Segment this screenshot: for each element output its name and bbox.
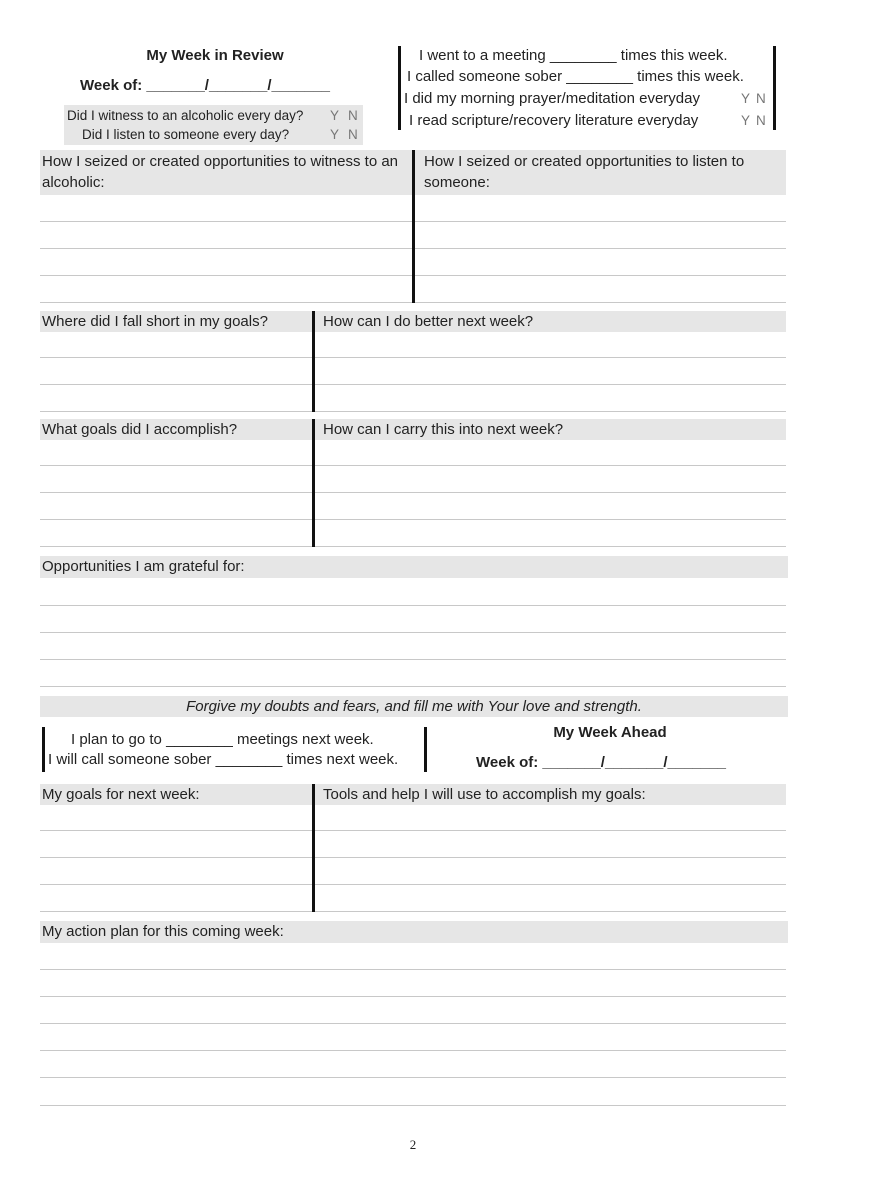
scripture-no[interactable]: N <box>756 113 766 128</box>
plan-meetings[interactable]: I plan to go to ________ meetings next week. <box>71 731 374 748</box>
listen-no[interactable]: N <box>348 127 358 142</box>
listen-yes[interactable]: Y <box>330 127 340 142</box>
sober-call-count[interactable]: I called someone sober ________ times this week. <box>407 68 744 85</box>
stats-right-bar <box>773 46 776 130</box>
goals-write-line[interactable] <box>40 830 786 831</box>
review-week-of[interactable]: Week of: _______/_______/_______ <box>80 77 330 94</box>
action-write-line[interactable] <box>40 1077 786 1078</box>
accomplished-write-line[interactable] <box>40 492 786 493</box>
action-write-line[interactable] <box>40 969 786 970</box>
witness-question: Did I witness to an alcoholic every day? <box>67 108 304 123</box>
plan-sober-calls[interactable]: I will call someone sober ________ times next week. <box>48 751 399 768</box>
goals-write-line[interactable] <box>40 911 786 912</box>
witness-no[interactable]: N <box>348 108 358 123</box>
action-write-line[interactable] <box>40 1023 786 1024</box>
accomplished-divider <box>312 419 315 547</box>
accomplished-write-line[interactable] <box>40 519 786 520</box>
action-heading: My action plan for this coming week: <box>42 923 284 940</box>
goals-heading: My goals for next week: <box>42 786 200 803</box>
do-better-heading: How can I do better next week? <box>323 313 534 330</box>
meeting-count[interactable]: I went to a meeting ________ times this week. <box>419 47 728 64</box>
yn-question-box <box>64 105 363 145</box>
scripture-question: I read scripture/recovery literature everyday <box>409 112 699 129</box>
prayer-banner: Forgive my doubts and fears, and fill me with Your love and strength. <box>40 696 788 717</box>
grateful-write-line[interactable] <box>40 605 786 606</box>
goals-write-line[interactable] <box>40 884 786 885</box>
prayer-yes[interactable]: Y <box>741 91 751 106</box>
grateful-write-line[interactable] <box>40 659 786 660</box>
fall-short-write-line[interactable] <box>40 411 786 412</box>
action-write-line[interactable] <box>40 996 786 997</box>
grateful-heading: Opportunities I am grateful for: <box>42 558 245 575</box>
review-title: My Week in Review <box>146 47 284 64</box>
plan-right-bar <box>424 727 427 772</box>
prayer-no[interactable]: N <box>756 91 766 106</box>
witness-question-row <box>64 106 363 125</box>
stats-left-bar <box>398 46 401 130</box>
accomplished-heading: What goals did I accomplish? <box>42 421 238 438</box>
tools-heading: Tools and help I will use to accomplish my goals: <box>323 786 646 803</box>
goals-divider <box>312 784 315 912</box>
accomplished-write-line[interactable] <box>40 546 786 547</box>
prayer-question: I did my morning prayer/meditation everyday <box>404 90 700 107</box>
witness-yes[interactable]: Y <box>330 108 340 123</box>
listen-question: Did I listen to someone every day? <box>82 127 290 142</box>
page-number: 2 <box>409 1137 417 1152</box>
witness-divider <box>412 150 415 303</box>
grateful-write-line[interactable] <box>40 686 786 687</box>
fall-short-divider <box>312 311 315 412</box>
fall-short-write-line[interactable] <box>40 357 786 358</box>
fall-short-write-line[interactable] <box>40 384 786 385</box>
ahead-week-of[interactable]: Week of: _______/_______/_______ <box>476 754 726 771</box>
witness-heading: How I seized or created opportunities to witness to an alcoholic: <box>42 153 399 191</box>
ahead-title: My Week Ahead <box>553 724 667 741</box>
listen-question-row <box>64 125 363 144</box>
scripture-yes[interactable]: Y <box>741 113 751 128</box>
accomplished-write-line[interactable] <box>40 465 786 466</box>
grateful-write-line[interactable] <box>40 632 786 633</box>
fall-short-heading: Where did I fall short in my goals? <box>42 313 268 330</box>
action-write-line[interactable] <box>40 1105 786 1106</box>
listen-heading: How I seized or created opportunities to listen to someone: <box>424 153 745 191</box>
goals-write-line[interactable] <box>40 857 786 858</box>
carry-heading: How can I carry this into next week? <box>323 421 564 438</box>
plan-left-bar <box>42 727 45 772</box>
action-write-line[interactable] <box>40 1050 786 1051</box>
